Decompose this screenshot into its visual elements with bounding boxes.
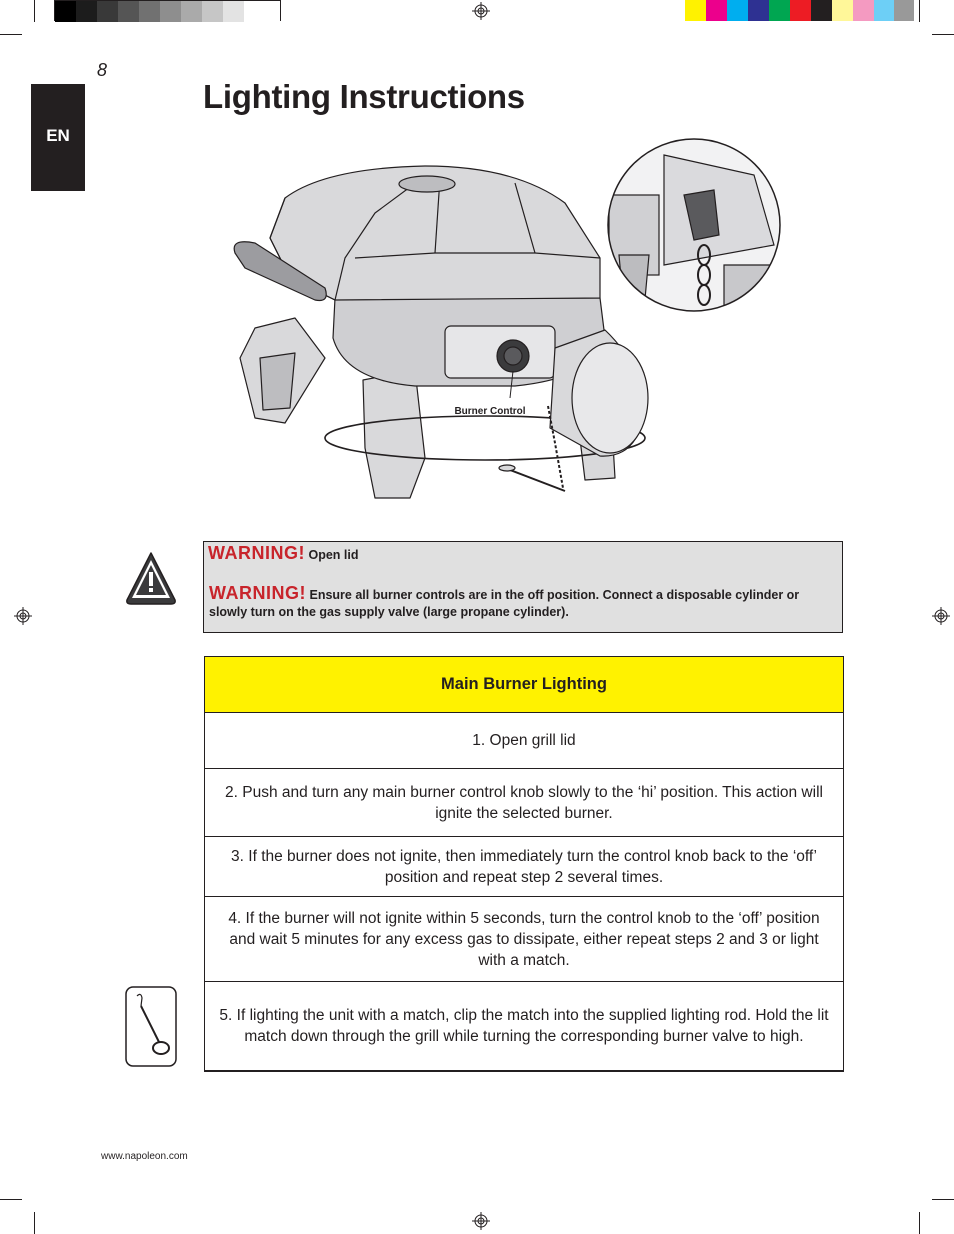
process-color-bar xyxy=(685,0,914,21)
gray-swatch xyxy=(181,1,202,22)
color-swatch xyxy=(874,0,894,21)
crop-mark xyxy=(919,0,920,22)
lighting-steps-table xyxy=(204,656,844,1072)
warning-triangle-icon xyxy=(124,550,178,606)
warning-line xyxy=(208,543,358,564)
gray-swatch xyxy=(97,1,118,22)
warning-label: WARNING! xyxy=(208,543,305,563)
table-row: 4. If the burner will not ignite within 5 seconds, turn the control knob to the ‘off’ position and wait 5 minutes for any excess gas to dissipate, either repeat steps 2 and 3 or light with a match. xyxy=(205,896,843,981)
grayscale-color-bar xyxy=(54,0,281,21)
warning-text: Ensure all burner controls are in the off position. Connect a disposable cylinder or slowly turn on the gas supply valve (large propane cylinder). xyxy=(209,588,800,619)
chain-detail-icon xyxy=(604,135,784,315)
gray-swatch xyxy=(118,1,139,22)
gray-swatch xyxy=(55,1,76,22)
gray-swatch xyxy=(202,1,223,22)
crop-mark xyxy=(34,1212,35,1234)
color-swatch xyxy=(769,0,790,21)
lighting-rod-icon xyxy=(125,986,177,1067)
color-swatch xyxy=(832,0,853,21)
grill-icon xyxy=(234,166,648,498)
table-row: 2. Push and turn any main burner control knob slowly to the ‘hi’ position. This action will ignite the selected burner. xyxy=(205,768,843,836)
registration-mark-icon xyxy=(472,2,490,20)
table-row: 1. Open grill lid xyxy=(472,732,576,749)
crop-mark xyxy=(0,34,22,35)
crop-mark xyxy=(34,0,35,22)
table-row: 3. If the burner does not ignite, then immediately turn the control knob back to the ‘off’ position and repeat step 2 several times. xyxy=(205,836,843,896)
footer-url: www.napoleon.com xyxy=(101,1151,188,1162)
warning-box xyxy=(203,541,843,633)
registration-mark-icon xyxy=(472,1212,490,1230)
gray-swatch xyxy=(223,1,244,22)
crop-mark xyxy=(0,1199,22,1200)
crop-mark xyxy=(932,1199,954,1200)
warning-label: WARNING! xyxy=(209,583,306,603)
registration-mark-icon xyxy=(14,607,32,625)
color-swatch xyxy=(727,0,748,21)
gray-swatch xyxy=(160,1,181,22)
language-tab xyxy=(31,84,85,191)
color-swatch xyxy=(894,0,914,21)
color-swatch xyxy=(811,0,832,21)
gray-swatch xyxy=(139,1,160,22)
burner-control-callout: Burner Control xyxy=(454,406,526,417)
page-title: Lighting Instructions xyxy=(203,78,525,115)
language-label: EN xyxy=(46,126,70,145)
crop-mark xyxy=(919,1212,920,1234)
color-swatch xyxy=(685,0,706,21)
page-number: 8 xyxy=(97,60,108,80)
color-swatch xyxy=(706,0,727,21)
color-swatch xyxy=(748,0,769,21)
color-swatch xyxy=(790,0,811,21)
gray-swatch xyxy=(244,1,280,22)
crop-mark xyxy=(932,34,954,35)
gray-swatch xyxy=(76,1,97,22)
grill-illustration xyxy=(215,158,655,503)
table-header: Main Burner Lighting xyxy=(205,657,843,713)
color-swatch xyxy=(853,0,874,21)
warning-text: Open lid xyxy=(308,548,359,562)
registration-mark-icon xyxy=(932,607,950,625)
table-row: 5. If lighting the unit with a match, clip the match into the supplied lighting rod. Hold the lit match down through the grill while turning the corresponding burner valve to high. xyxy=(205,981,843,1070)
warning-line xyxy=(209,585,834,621)
